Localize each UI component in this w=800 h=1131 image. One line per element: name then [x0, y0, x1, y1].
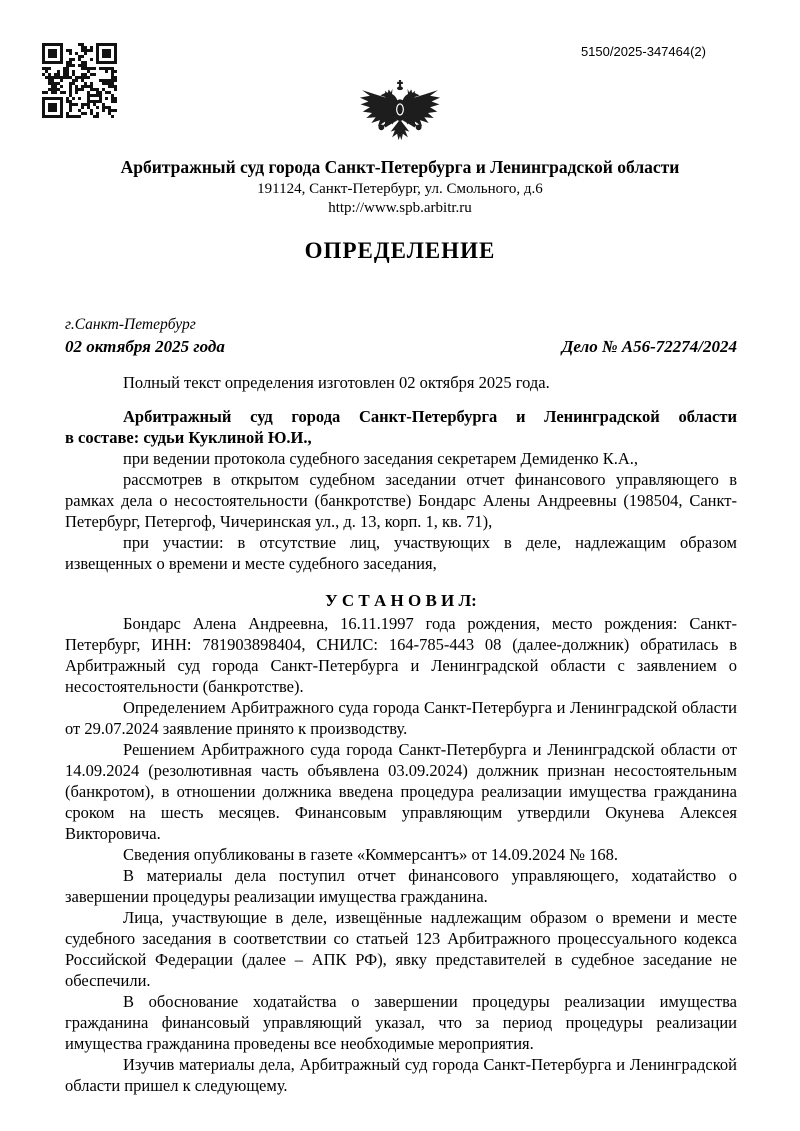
case-place: г.Санкт-Петербург [65, 316, 196, 333]
ustanovil-heading: У С Т А Н О В И Л: [325, 591, 477, 610]
case-date: 02 октября 2025 года [65, 337, 225, 356]
document-body [0, 316, 800, 1096]
coat-of-arms-eagle-icon [357, 80, 443, 146]
document-type-title: ОПРЕДЕЛЕНИЕ [304, 238, 496, 263]
court-website: http://www.spb.arbitr.ru [328, 200, 472, 216]
court-name: Арбитражный суд города Санкт-Петербурга и Ленинградской области [120, 157, 680, 177]
attendance-paragraph: при участии: в отсутствие лиц, участвующих в деле, надлежащим образом извещенных о времени и месте судебного заседания, [65, 533, 737, 573]
body-paragraph-publication: Сведения опубликованы в газете «Коммерсантъ» от 14.09.2024 № 168. [123, 845, 619, 864]
case-meta-block [65, 316, 737, 357]
document-header [0, 0, 800, 218]
body-paragraph-acceptance: Определением Арбитражного суда города Санкт-Петербурга и Ленинградской области от 29.07.2024 заявление принято к производству. [65, 698, 737, 738]
document-registration-number: 5150/2025-347464(2) [580, 44, 706, 59]
full-text-note: Полный текст определения изготовлен 02 октября 2025 года. [123, 373, 550, 392]
body-paragraph-report-received: В материалы дела поступил отчет финансового управляющего, ходатайство о завершении процедуры реализации имущества гражданина. [65, 866, 737, 906]
body-paragraph-parties-notified: Лица, участвующие в деле, извещённые надлежащим образом о времени и месте судебного заседания в соответствии со статьей 123 Арбитражного процессуального кодекса Российской Федерации (далее – АПК РФ), явку представителей в судебное заседание не обеспечили. [65, 908, 737, 990]
body-paragraph-bankruptcy-decision: Решением Арбитражного суда города Санкт-Петербурга и Ленинградской области от 14.09.2024 (резолютивная часть объявлена 03.09.2024) должник признан несостоятельным (банкротом), в отношении должника введена процедура реализации имущества гражданина сроком на шесть месяцев. Финансовым управляющим утвердили Окунева Алексея Викторовича. [65, 740, 737, 843]
body-paragraph-manager-justification: В обоснование ходатайства о завершении процедуры реализации имущества гражданина финансовый управляющий указал, что за период процедуры реализации имущества гражданина проведены все необходимые мероприятия. [65, 992, 737, 1053]
case-date-row [65, 336, 737, 357]
court-address: 191124, Санкт-Петербург, ул. Смольного, д.6 [257, 181, 543, 197]
hearing-subject-paragraph: рассмотрев в открытом судебном заседании отчет финансового управляющего в рамках дела о несостоятельности (банкротстве) Бондарс Алены Андреевны (198504, Санкт-Петербург, Петергоф, Чичеринская ул., д. 13, корп. 1, кв. 71), [65, 470, 737, 531]
qr-code-icon [42, 42, 117, 119]
case-number: Дело № А56-72274/2024 [561, 337, 737, 356]
secretary-line: при ведении протокола судебного заседания секретарем Демиденко К.А., [123, 449, 638, 468]
court-composition-line-1: Арбитражный суд города Санкт-Петербурга и Ленинградской области [123, 407, 737, 426]
body-paragraph-court-conclusion: Изучив материалы дела, Арбитражный суд города Санкт-Петербурга и Ленинградской области пришел к следующему. [65, 1055, 737, 1095]
body-paragraph-debtor-info: Бондарс Алена Андреевна, 16.11.1997 года рождения, место рождения: Санкт-Петербург, ИНН: 781903898404, СНИЛС: 164-785-443 08 (далее-должник) обратилась в Арбитражный суд города Санкт-Петербурга и Ленинградской области с заявлением о несостоятельности (банкротстве). [65, 614, 737, 696]
court-composition-line-2: в составе: судьи Куклиной Ю.И., [65, 428, 312, 447]
